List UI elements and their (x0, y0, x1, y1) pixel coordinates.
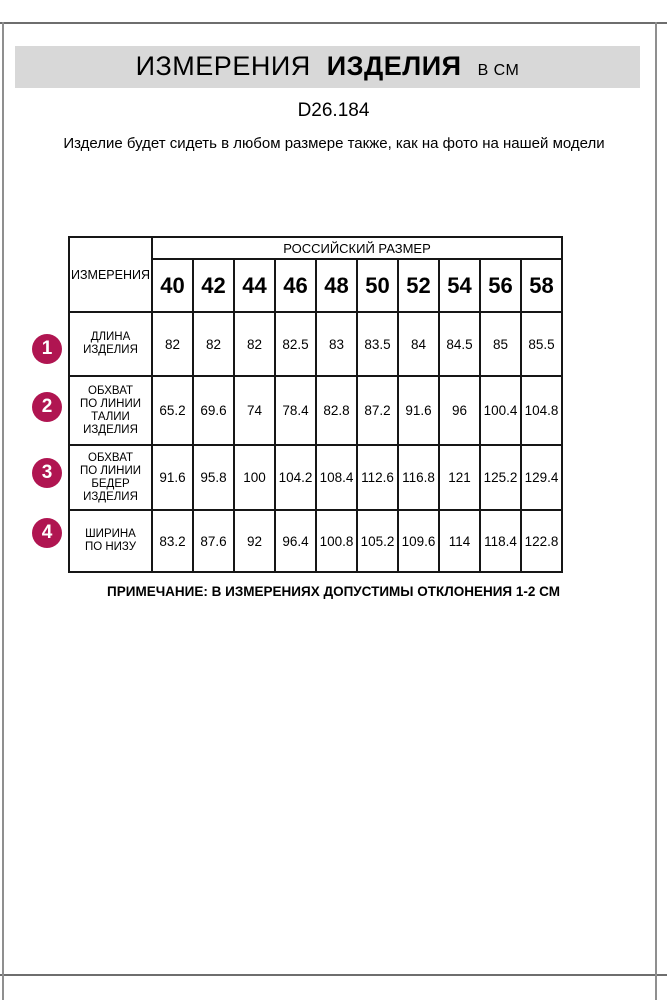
value-cell: 87.6 (193, 510, 234, 572)
tolerance-note: ПРИМЕЧАНИЕ: В ИЗМЕРЕНИЯХ ДОПУСТИМЫ ОТКЛОНЕНИЯ 1-2 СМ (107, 584, 560, 599)
value-cell: 83.5 (357, 312, 398, 376)
row-label: ШИРИНА ПО НИЗУ (69, 510, 152, 572)
size-header: 48 (316, 259, 357, 312)
row-marker-2: 2 (32, 392, 62, 422)
title-banner (15, 46, 640, 88)
value-cell: 82 (193, 312, 234, 376)
row-marker-1: 1 (32, 334, 62, 364)
value-cell: 85 (480, 312, 521, 376)
table-row-bottom-width (69, 510, 562, 572)
value-cell: 100.4 (480, 376, 521, 445)
table-row-waist-girth (69, 376, 562, 445)
value-cell: 109.6 (398, 510, 439, 572)
value-cell: 114 (439, 510, 480, 572)
value-cell: 121 (439, 445, 480, 510)
value-cell: 96 (439, 376, 480, 445)
value-cell: 104.8 (521, 376, 562, 445)
value-cell: 83.2 (152, 510, 193, 572)
size-header: 46 (275, 259, 316, 312)
value-cell: 96.4 (275, 510, 316, 572)
value-cell: 69.6 (193, 376, 234, 445)
value-cell: 112.6 (357, 445, 398, 510)
measurements-column-header: ИЗМЕРЕНИЯ (69, 237, 152, 312)
value-cell: 82 (152, 312, 193, 376)
value-cell: 74 (234, 376, 275, 445)
size-header: 50 (357, 259, 398, 312)
table-row-hip-girth (69, 445, 562, 510)
row-marker-4: 4 (32, 518, 62, 548)
value-cell: 85.5 (521, 312, 562, 376)
size-header: 54 (439, 259, 480, 312)
value-cell: 125.2 (480, 445, 521, 510)
value-cell: 65.2 (152, 376, 193, 445)
article-code: D26.184 (297, 100, 370, 121)
row-marker-3: 3 (32, 458, 62, 488)
value-cell: 100.8 (316, 510, 357, 572)
row-label: ОБХВАТ ПО ЛИНИИ ТАЛИИ ИЗДЕЛИЯ (69, 376, 152, 445)
value-cell: 100 (234, 445, 275, 510)
value-cell: 87.2 (357, 376, 398, 445)
value-cell: 92 (234, 510, 275, 572)
row-label: ДЛИНА ИЗДЕЛИЯ (69, 312, 152, 376)
value-cell: 84.5 (439, 312, 480, 376)
page-frame-left-line (2, 22, 4, 1000)
value-cell: 95.8 (193, 445, 234, 510)
russian-size-group-header: РОССИЙСКИЙ РАЗМЕР (152, 237, 562, 259)
value-cell: 82.8 (316, 376, 357, 445)
size-header: 56 (480, 259, 521, 312)
value-cell: 105.2 (357, 510, 398, 572)
value-cell: 104.2 (275, 445, 316, 510)
value-cell: 84 (398, 312, 439, 376)
table-row-garment-length (69, 312, 562, 376)
value-cell: 91.6 (152, 445, 193, 510)
measurements-table (68, 236, 563, 573)
value-cell: 116.8 (398, 445, 439, 510)
row-label: ОБХВАТ ПО ЛИНИИ БЕДЕР ИЗДЕЛИЯ (69, 445, 152, 510)
size-header: 40 (152, 259, 193, 312)
size-header: 58 (521, 259, 562, 312)
value-cell: 122.8 (521, 510, 562, 572)
value-cell: 82.5 (275, 312, 316, 376)
value-cell: 78.4 (275, 376, 316, 445)
page-title-unit: В СМ (477, 62, 520, 79)
page-frame-top-line (0, 22, 667, 24)
size-header: 52 (398, 259, 439, 312)
value-cell: 118.4 (480, 510, 521, 572)
value-cell: 108.4 (316, 445, 357, 510)
size-header: 44 (234, 259, 275, 312)
value-cell: 91.6 (398, 376, 439, 445)
title-banner-text (136, 51, 520, 82)
table-group-header-row (69, 237, 562, 259)
page-title-word-measurements: ИЗМЕРЕНИЯ (135, 51, 311, 81)
page-title-word-product: ИЗДЕЛИЯ (326, 51, 462, 81)
value-cell: 129.4 (521, 445, 562, 510)
page-frame-bottom-line (0, 974, 667, 976)
page-frame-right-line (655, 22, 657, 1000)
value-cell: 82 (234, 312, 275, 376)
size-header: 42 (193, 259, 234, 312)
subtitle-text: Изделие будет сидеть в любом размере также, как на фото на нашей модели (63, 135, 605, 152)
value-cell: 83 (316, 312, 357, 376)
